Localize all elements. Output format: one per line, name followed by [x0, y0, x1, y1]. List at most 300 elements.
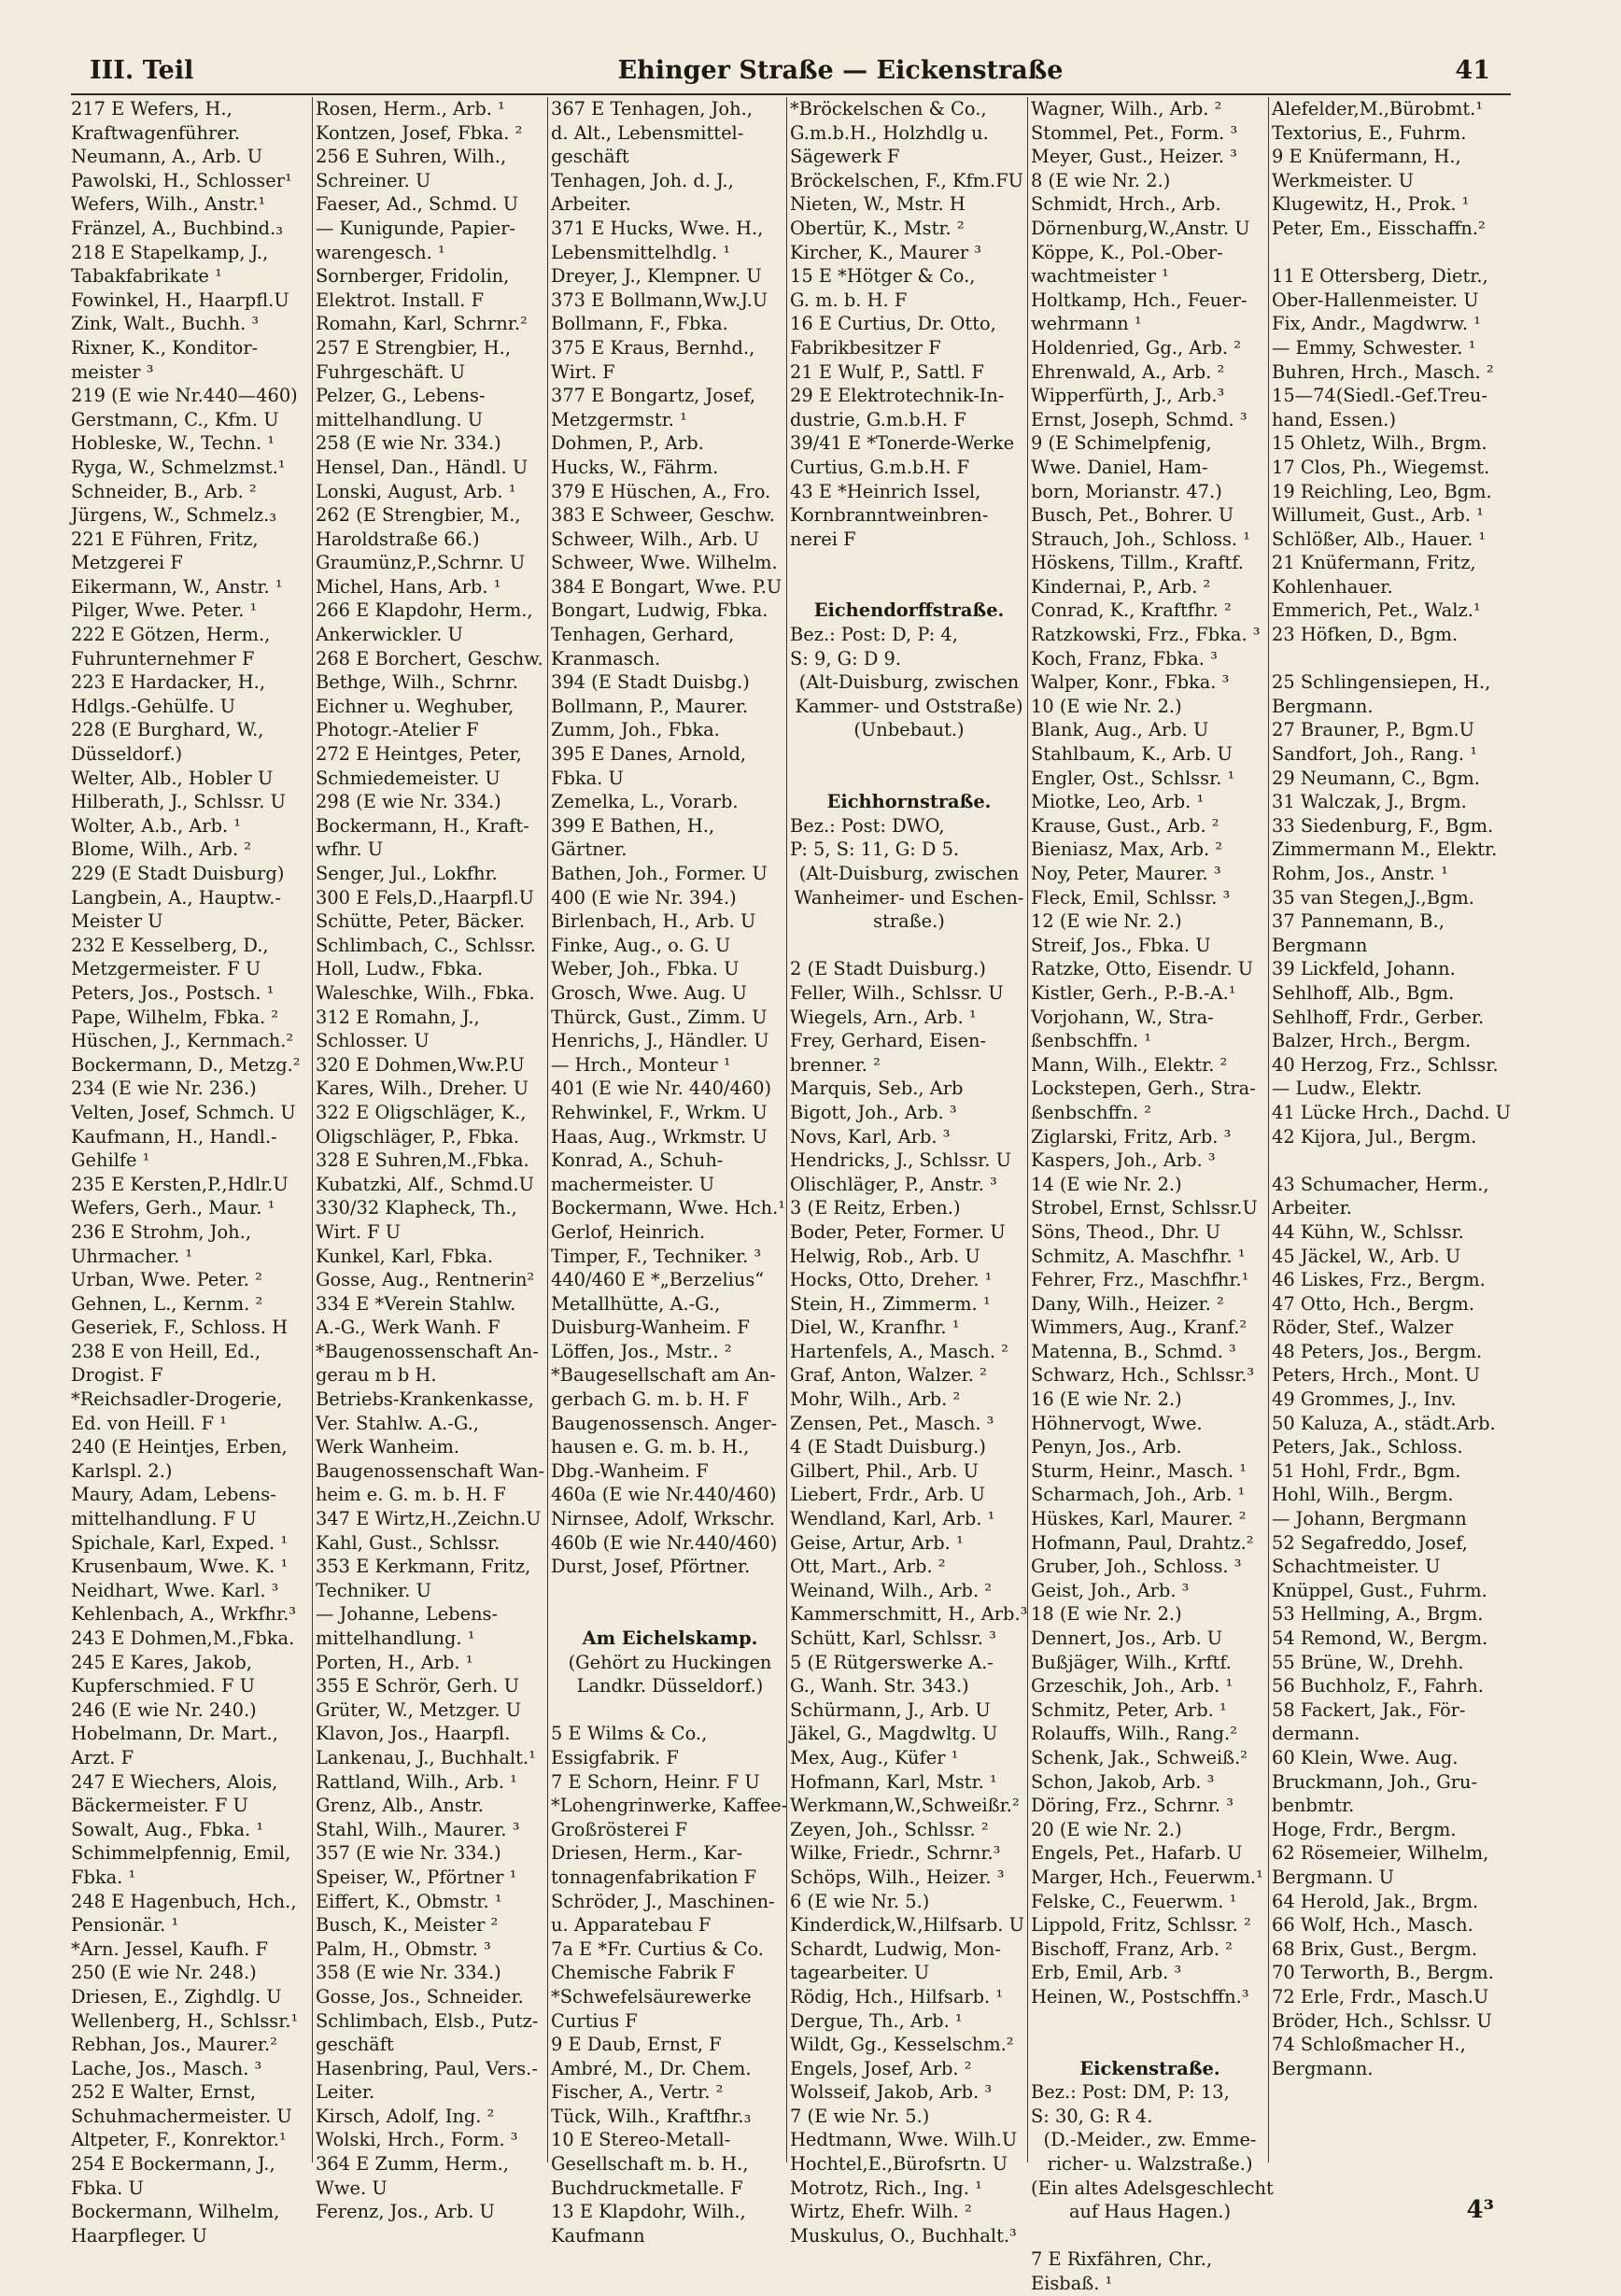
entry-line: Bruckmann, Joh., Gru- — [1272, 1770, 1478, 1793]
entry-line: 4 (E Stadt Duisburg.) — [790, 1436, 986, 1458]
entry-line: Sornberger, Fridolin, — [316, 265, 510, 288]
entry-line: Karlspl. 2.) — [71, 1459, 173, 1482]
entry-line: 235 E Kersten,P.,Hdlr.U — [71, 1173, 289, 1195]
entry-line: Bäckermeister. F U — [71, 1795, 248, 1817]
entry-line: Bathen, Joh., Former. U — [551, 863, 768, 884]
entry-line: Erb, Emil, Arb. ³ — [1031, 1962, 1182, 1984]
entry-line: *Lohengrinwerke, Kaffee- — [551, 1795, 788, 1817]
entry-line: Grzeschik, Joh., Arb. ¹ — [1031, 1675, 1233, 1697]
entry-line: Baugenossenschaft Wan- — [316, 1459, 545, 1482]
entry-line: 460a (E wie Nr.440/460) — [551, 1484, 777, 1506]
entry-line: Michel, Hans, Arb. ¹ — [316, 575, 501, 598]
entry-line: Metallhütte, A.-G., — [551, 1292, 721, 1315]
entry-line: Eichner u. Weghuber, — [316, 695, 514, 717]
entry-line: Wagner, Wilh., Arb. ² — [1031, 98, 1222, 120]
entry-line: Senger, Jul., Lokfhr. — [316, 863, 498, 884]
entry-line: Bergmann. — [1272, 695, 1374, 717]
entry-line: Hdlgs.-Gehülfe. U — [71, 695, 236, 717]
entry-line: 460b (E wie Nr.440/460) — [551, 1531, 778, 1554]
entry-line: 246 (E wie Nr. 240.) — [71, 1698, 257, 1721]
entry-line: — Hrch., Monteur ¹ — [551, 1053, 731, 1076]
column-1 — [71, 97, 309, 2247]
entry-line: 25 Schlingensiepen, H., — [1272, 671, 1491, 694]
entry-line: 19 Reichling, Leo, Bgm. — [1272, 480, 1492, 502]
entry-line: Gärtner. — [551, 838, 627, 861]
entry-line: 248 E Hagenbuch, Hch., — [71, 1890, 297, 1912]
entry-line: Röder, Stef., Walzer — [1272, 1317, 1454, 1339]
entry-line: Durst, Josef, Pförtner. — [551, 1556, 751, 1578]
entry-line: Lache, Jos., Masch. ³ — [71, 2057, 262, 2079]
entry-line: Lockstepen, Gerh., Stra- — [1031, 1078, 1256, 1100]
entry-line: Finke, Aug., o. G. U — [551, 934, 731, 956]
entry-line: Strauch, Joh., Schloss. ¹ — [1031, 528, 1251, 550]
entry-line: born, Morianstr. 47.) — [1031, 480, 1222, 502]
entry-line: Timper, F., Techniker. ³ — [551, 1245, 762, 1267]
entry-line: Kammer- und Oststraße) — [795, 695, 1023, 717]
entry-line — [1031, 2009, 1269, 2034]
entry-line: Zeyen, Joh., Schlssr. ² — [790, 1818, 989, 1840]
entry-line: Hohl, Wilh., Bergm. — [1272, 1484, 1454, 1506]
entry-line: Hilberath, J., Schlssr. U — [71, 791, 286, 813]
entry-line: Spichale, Karl, Exped. ¹ — [71, 1531, 289, 1554]
entry-line: Schweer, Wwe. Wilhelm. — [551, 552, 778, 574]
entry-line: Kares, Wilh., Dreher. U — [316, 1078, 529, 1100]
entry-line: Bollmann, F., Fbka. — [551, 313, 728, 335]
entry-line: Wolter, A.b., Arb. ¹ — [71, 814, 242, 837]
entry-line: Busch, Pet., Bohrer. U — [1031, 504, 1234, 527]
entry-line: 58 Fackert, Jak., För- — [1272, 1698, 1466, 1721]
entry-line: tagearbeiter. U — [790, 1962, 930, 1984]
entry-line: Essigfabrik. F — [551, 1746, 679, 1768]
entry-line: Zimmermann M., Elektr. — [1272, 838, 1498, 861]
entry-line: 17 Clos, Ph., Wiegemst. — [1272, 456, 1490, 478]
entry-line: 266 E Klapdohr, Herm., — [316, 599, 533, 622]
entry-line: 7a E *Fr. Curtius & Co. — [551, 1937, 764, 1960]
entry-line: Frey, Gerhard, Eisen- — [790, 1030, 987, 1052]
entry-line: 330/32 Klapheck, Th., — [316, 1197, 517, 1219]
entry-line: Ober-Hallenmeister. U — [1272, 289, 1479, 311]
entry-line: Blome, Wilh., Arb. ² — [71, 838, 252, 861]
entry-line: 7 (E wie Nr. 5.) — [790, 2105, 930, 2127]
entry-line: Mann, Wilh., Elektr. ² — [1031, 1053, 1228, 1076]
entry-line: Stein, H., Zimmerm. ¹ — [790, 1292, 991, 1315]
entry-line: Helwig, Rob., Arb. U — [790, 1245, 980, 1267]
entry-line: Kinderdick,W.,Hilfsarb. U — [790, 1914, 1024, 1937]
entry-line — [790, 767, 1028, 791]
entry-line: 15 E *Hötger & Co., — [790, 265, 976, 288]
entry-line: Kubatzki, Alf., Schmd.U — [316, 1173, 534, 1195]
entry-line: Kornbranntweinbren- — [790, 504, 989, 527]
entry-line: Arbeiter. — [1272, 1197, 1352, 1219]
entry-line: Wefers, Wilh., Anstr.¹ — [71, 193, 266, 216]
entry-line: brenner. ² — [790, 1053, 881, 1076]
entry-line: Holdenried, Gg., Arb. ² — [1031, 336, 1242, 359]
entry-line: Gerstmann, C., Kfm. U — [71, 408, 279, 430]
entry-line: 6 (E wie Nr. 5.) — [790, 1890, 930, 1912]
entry-line: Stommel, Pet., Form. ³ — [1031, 121, 1238, 144]
entry-line: Wellenberg, H., Schlssr.¹ — [71, 2009, 299, 2032]
entry-line: 11 E Ottersberg, Dietr., — [1272, 265, 1488, 288]
entry-line: 247 E Wiechers, Alois, — [71, 1770, 278, 1793]
entry-line: Kontzen, Josef, Fbka. ² — [316, 121, 523, 144]
column-divider — [1268, 97, 1269, 2162]
entry-line: Welter, Alb., Hobler U — [71, 767, 274, 789]
entry-line: 252 E Walter, Ernst, — [71, 2081, 257, 2104]
entry-line: Grosch, Wwe. Aug. U — [551, 981, 747, 1004]
running-head: Ehinger Straße — Eickenstraße — [617, 56, 1064, 85]
entry-line — [1031, 2033, 1269, 2057]
entry-line: wehrmann ¹ — [1031, 313, 1142, 335]
entry-line: 41 Lücke Hrch., Dachd. U — [1272, 1101, 1512, 1123]
entry-line: Gosse, Jos., Schneider. — [316, 1985, 524, 2007]
entry-line: Wendland, Karl, Arb. ¹ — [790, 1508, 995, 1530]
entry-line: Bergmann. — [1272, 2057, 1374, 2079]
entry-line: Peters, Hrch., Mont. U — [1272, 1364, 1480, 1387]
entry-line: Novs, Karl, Arb. ³ — [790, 1125, 951, 1148]
entry-line: Textorius, E., Fuhrm. — [1272, 121, 1467, 144]
entry-line: Wirt. F U — [316, 1220, 402, 1243]
entry-line: Bez.: Post: D, P: 4, — [790, 624, 958, 646]
entry-line: Bußjäger, Wilh., Krftf. — [1031, 1651, 1232, 1673]
entry-line: Duisburg-Wanheim. F — [551, 1317, 750, 1339]
entry-line: 218 E Stapelkamp, J., — [71, 241, 269, 263]
entry-line: Lippold, Fritz, Schlssr. ² — [1031, 1914, 1251, 1937]
entry-line: 254 E Bockermann, J., — [71, 2153, 275, 2176]
entry-line: Schlosser. U — [316, 1030, 430, 1052]
entry-line: Peters, Jos., Postsch. ¹ — [71, 981, 275, 1004]
entry-line: Bischoff, Franz, Arb. ² — [1031, 1937, 1233, 1960]
entry-line: Bollmann, P., Maurer. — [551, 695, 749, 717]
entry-line: 42 Kijora, Jul., Bergm. — [1272, 1125, 1477, 1148]
entry-line: 357 (E wie Nr. 334.) — [316, 1842, 501, 1865]
entry-line: tonnagenfabrikation F — [551, 1866, 757, 1888]
entry-line: Fuhrunternehmer F — [71, 647, 255, 669]
entry-line: Drogist. F — [71, 1364, 163, 1387]
entry-line: Bethge, Wilh., Schrnr. — [316, 671, 518, 694]
entry-line: 40 Herzog, Frz., Schlssr. — [1272, 1053, 1499, 1076]
entry-line: Velten, Josef, Schmch. U — [71, 1101, 296, 1123]
entry-line: Olischläger, P., Anstr. ³ — [790, 1173, 997, 1195]
entry-line: Kaufmann — [551, 2224, 645, 2247]
entry-line: Zemelka, L., Vorarb. — [551, 791, 739, 813]
entry-line: 51 Hohl, Frdr., Bgm. — [1272, 1459, 1461, 1482]
entry-line: Stahlbaum, K., Arb. U — [1031, 743, 1233, 766]
entry-line: Zumm, Joh., Fbka. — [551, 719, 720, 741]
entry-line: Schardt, Ludwig, Mon- — [790, 1937, 1001, 1960]
entry-line: G.m.b.H., Holzhdlg u. — [790, 121, 989, 144]
entry-line — [790, 551, 1028, 575]
entry-line: Bockermann, H., Kraft- — [316, 814, 529, 837]
entry-line: Kaufmann, H., Handl.- — [71, 1125, 277, 1148]
entry-line: Bockermann, Wilhelm, — [71, 2201, 280, 2223]
entry-line: Palm, H., Obmstr. ³ — [316, 1937, 491, 1960]
entry-line: Wirtz, Ehefr. Wilh. ² — [790, 2201, 972, 2223]
entry-line: 250 (E wie Nr. 248.) — [71, 1962, 257, 1984]
entry-line: 74 Schloßmacher H., — [1272, 2034, 1466, 2056]
entry-line: Gilbert, Phil., Arb. U — [790, 1459, 979, 1482]
entry-line: 399 E Bathen, H., — [551, 814, 715, 837]
entry-line: Wolski, Hrch., Form. ³ — [316, 2129, 518, 2151]
entry-line: geschäft — [316, 2034, 394, 2056]
entry-line: Dennert, Jos., Arb. U — [1031, 1627, 1223, 1649]
entry-line: Photogr.-Atelier F — [316, 719, 479, 741]
entry-line: Löffen, Jos., Mstr.. ² — [551, 1340, 732, 1362]
entry-line: geschäft — [551, 146, 629, 168]
entry-line: auf Haus Hagen.) — [1068, 2201, 1232, 2223]
entry-line: 257 E Strengbier, H., — [316, 336, 512, 359]
entry-line: Ernst, Joseph, Schmd. ³ — [1031, 408, 1247, 430]
entry-line: Graf, Anton, Walzer. ² — [790, 1364, 987, 1387]
entry-line: 27 Brauner, P., Bgm.U — [1272, 719, 1474, 741]
entry-line: Fowinkel, H., Haarpfl.U — [71, 289, 289, 311]
entry-line: ßenbschffn. ¹ — [1031, 1030, 1151, 1052]
entry-line: Speiser, W., Pförtner ¹ — [316, 1866, 517, 1888]
entry-line: Kistler, Gerh., P.-B.-A.¹ — [1031, 981, 1236, 1004]
entry-line: 21 Knüfermann, Fritz, — [1272, 552, 1476, 574]
entry-line: Grenz, Alb., Anstr. — [316, 1795, 484, 1817]
entry-line: 31 Walczak, J., Brgm. — [1272, 791, 1467, 813]
entry-line: Schütt, Karl, Schlssr. ³ — [790, 1627, 996, 1649]
entry-line: Ambré, M., Dr. Chem. — [551, 2057, 752, 2079]
entry-line: Blank, Aug., Arb. U — [1031, 719, 1209, 741]
entry-line: Dreyer, J., Klempner. U — [551, 265, 762, 288]
entry-line: Streif, Jos., Fbka. U — [1031, 934, 1211, 956]
entry-line: Tenhagen, Gerhard, — [551, 624, 735, 646]
entry-line: Buhren, Hrch., Masch. ² — [1272, 360, 1494, 383]
entry-line: Bieniasz, Max, Arb. ² — [1031, 838, 1223, 861]
column-3 — [551, 97, 789, 2247]
entry-line: 12 (E wie Nr. 2.) — [1031, 910, 1182, 933]
entry-line — [1031, 2224, 1269, 2248]
entry-line: Bigott, Joh., Arb. ³ — [790, 1101, 957, 1123]
entry-line: Henrichs, J., Händler. U — [551, 1030, 769, 1052]
entry-line: Techniker. U — [316, 1579, 431, 1601]
entry-line: 49 Grommes, J., Inv. — [1272, 1388, 1457, 1411]
header-rule — [71, 93, 1511, 95]
entry-line: 245 E Kares, Jakob, — [71, 1651, 252, 1673]
entry-line — [790, 575, 1028, 599]
entry-line — [1272, 647, 1510, 671]
entry-line: 56 Buchholz, F., Fahrh. — [1272, 1675, 1484, 1697]
entry-line: 16 (E wie Nr. 2.) — [1031, 1388, 1182, 1411]
street-heading: Eichendorffstraße. — [813, 599, 1005, 622]
entry-line: Hofmann, Karl, Mstr. ¹ — [790, 1770, 997, 1793]
entry-line: Kircher, K., Maurer ³ — [790, 241, 982, 263]
entry-line: 320 E Dohmen,Ww.P.U — [316, 1053, 525, 1076]
entry-line: Altpeter, F., Konrektor.¹ — [71, 2129, 287, 2151]
entry-line: 400 (E wie Nr. 394.) — [551, 886, 737, 909]
entry-line: Metzgermstr. ¹ — [551, 408, 687, 430]
entry-line: 256 E Suhren, Wilh., — [316, 146, 507, 168]
entry-line: Landkr. Düsseldorf.) — [576, 1675, 764, 1697]
entry-line: Sturm, Heinr., Masch. ¹ — [1031, 1459, 1247, 1482]
entry-line: Oligschläger, P., Fbka. — [316, 1125, 520, 1148]
entry-line: Wiegels, Arn., Arb. ¹ — [790, 1006, 977, 1028]
entry-line: Schuhmachermeister. U — [71, 2105, 292, 2127]
entry-line: richer- u. Walzstraße.) — [1047, 2153, 1253, 2176]
entry-line: Peter, Em., Eisschaffn.² — [1272, 217, 1486, 239]
entry-line: (Gehört zu Huckingen — [568, 1651, 772, 1673]
entry-line: Schimmelpfennig, Emil, — [71, 1842, 291, 1865]
entry-line: Stahl, Wilh., Maurer. ³ — [316, 1818, 520, 1840]
entry-line: Klugewitz, H., Prok. ¹ — [1272, 193, 1470, 216]
entry-line: Hedtmann, Wwe. Wilh.U — [790, 2129, 1018, 2151]
entry-line: Holl, Ludw., Fbka. — [316, 958, 484, 980]
entry-line: Peters, Jak., Schloss. — [1272, 1436, 1463, 1458]
entry-line: wachtmeister ¹ — [1031, 265, 1169, 288]
entry-line: Söns, Theod., Dhr. U — [1031, 1220, 1221, 1243]
entry-line: 64 Herold, Jak., Brgm. — [1272, 1890, 1479, 1912]
entry-line: Muskulus, O., Buchhalt.³ — [790, 2224, 1017, 2247]
entry-line: Fabrikbesitzer F — [790, 336, 941, 359]
entry-line: 62 Rösemeier, Wilhelm, — [1272, 1842, 1489, 1865]
column-divider — [547, 97, 548, 2162]
entry-line: Fbka. ¹ — [71, 1866, 136, 1888]
entry-line: Gesellschaft m. b. H., — [551, 2153, 749, 2176]
entry-line: Maury, Adam, Lebens- — [71, 1484, 276, 1506]
entry-line: A.-G., Werk Wanh. F — [316, 1317, 500, 1339]
entry-line: 10 E Stereo-Metall- — [551, 2129, 731, 2151]
entry-line: 10 (E wie Nr. 2.) — [1031, 695, 1182, 717]
entry-line: 9 E Knüfermann, H., — [1272, 146, 1461, 168]
entry-line: Boder, Peter, Former. U — [790, 1220, 1006, 1243]
entry-line: Jäkel, G., Magdwltg. U — [790, 1723, 998, 1745]
entry-line: Hucks, W., Fährm. — [551, 456, 719, 478]
entry-line: 53 Hellming, A., Brgm. — [1272, 1603, 1484, 1626]
entry-line: 222 E Götzen, Herm., — [71, 624, 271, 646]
entry-line: Lebensmittelhdlg. ¹ — [551, 241, 731, 263]
column-6 — [1272, 97, 1510, 2162]
entry-line: 21 E Wulf, P., Sattl. F — [790, 360, 984, 383]
entry-line: Kraftwagenführer. — [71, 121, 241, 144]
entry-line: Ankerwickler. U — [316, 624, 463, 646]
entry-line — [790, 742, 1028, 767]
street-heading: Eickenstraße. — [1079, 2057, 1220, 2079]
entry-line: 219 (E wie Nr.440—460) — [71, 385, 298, 407]
entry-line: Chemische Fabrik F — [551, 1962, 736, 1984]
entry-line: d. Alt., Lebensmittel- — [551, 121, 744, 144]
entry-line: Rosen, Herm., Arb. ¹ — [316, 98, 505, 120]
entry-line: 66 Wolf, Hch., Masch. — [1272, 1914, 1473, 1937]
entry-line: Heinen, W., Postschffn.³ — [1031, 1985, 1249, 2007]
entry-line: Mohr, Wilh., Arb. ² — [790, 1388, 961, 1411]
entry-line: Lankenau, J., Buchhalt.¹ — [316, 1746, 536, 1768]
entry-line: 9 E Daub, Ernst, F — [551, 2034, 722, 2056]
entry-line: (Alt-Duisburg, zwischen — [798, 863, 1020, 884]
entry-line: Motrotz, Rich., Ing. ¹ — [790, 2176, 982, 2199]
entry-line: (Alt-Duisburg, zwischen — [798, 671, 1020, 694]
entry-line: Tabakfabrikate ¹ — [71, 265, 222, 288]
entry-line: Wilke, Friedr., Schrnr.³ — [790, 1842, 1001, 1865]
entry-line: *Baugesellschaft am An- — [551, 1364, 776, 1387]
entry-line: Schlimbach, C., Schlssr. — [316, 934, 536, 956]
entry-line: Ferenz, Jos., Arb. U — [316, 2201, 495, 2223]
entry-line: Hendricks, J., Schlssr. U — [790, 1149, 1011, 1172]
entry-line: Zink, Walt., Buchh. ³ — [71, 313, 260, 335]
entry-line: (D.-Meider., zw. Emme- — [1043, 2129, 1257, 2151]
column-5 — [1031, 97, 1274, 2295]
entry-line: Kaspers, Joh., Arb. ³ — [1031, 1149, 1216, 1172]
entry-line: 8 (E wie Nr. 2.) — [1031, 169, 1171, 191]
entry-line: straße.) — [873, 910, 945, 933]
entry-line: Curtius F — [551, 2009, 638, 2032]
entry-line: Engler, Ost., Schlssr. ¹ — [1031, 767, 1235, 789]
entry-line: Neidhart, Wwe. Karl. ³ — [71, 1579, 279, 1601]
entry-line: *Baugenossenschaft An- — [316, 1340, 539, 1362]
entry-line: Bergmann. U — [1272, 1866, 1395, 1888]
entry-line: Marquis, Seb., Arb — [790, 1078, 964, 1100]
entry-line: Wimmers, Aug., Kranf.² — [1031, 1317, 1247, 1339]
entry-line: 43 Schumacher, Herm., — [1272, 1173, 1489, 1195]
entry-line: Gosse, Aug., Rentnerin² — [316, 1269, 535, 1291]
entry-line: Engels, Josef, Arb. ² — [790, 2057, 972, 2079]
entry-line: Schlimbach, Elsb., Putz- — [316, 2009, 539, 2032]
entry-line: 268 E Borchert, Geschw. — [316, 647, 543, 669]
entry-line: Pensionär. ¹ — [71, 1914, 179, 1937]
entry-line: 383 E Schweer, Geschw. — [551, 504, 775, 527]
entry-line: Scharmach, Joh., Arb. ¹ — [1031, 1484, 1246, 1506]
entry-line: Rolauffs, Wilh., Rang.² — [1031, 1723, 1237, 1745]
entry-line: Wwe. Daniel, Ham- — [1031, 456, 1208, 478]
entry-line: Porten, H., Arb. ¹ — [316, 1651, 473, 1673]
entry-line: — Johann, Bergmann — [1272, 1508, 1467, 1530]
entry-line: Dergue, Th., Arb. ¹ — [790, 2009, 963, 2032]
entry-line: Schlößer, Alb., Hauer. ¹ — [1272, 528, 1487, 550]
entry-line: Haroldstraße 66.) — [316, 528, 480, 550]
entry-line: Balzer, Hrch., Bergm. — [1272, 1030, 1472, 1052]
entry-line: Kranmasch. — [551, 647, 661, 669]
entry-line: Hoge, Frdr., Bergm. — [1272, 1818, 1457, 1840]
entry-line: hausen e. G. m. b. H., — [551, 1436, 750, 1458]
entry-line: Schweer, Wilh., Arb. U — [551, 528, 759, 550]
entry-line: Eiffert, K., Obmstr. ¹ — [316, 1890, 502, 1912]
entry-line: Gehnen, L., Kernm. ² — [71, 1292, 263, 1315]
entry-line: Fix, Andr., Magdwrw. ¹ — [1272, 313, 1481, 335]
entry-line: Sowalt, Aug., Fbka. ¹ — [71, 1818, 264, 1840]
entry-line: Conrad, K., Kraftfhr. ² — [1031, 599, 1232, 622]
entry-line: Jürgens, W., Schmelz.₃ — [71, 504, 277, 527]
entry-line: Willumeit, Gust., Arb. ¹ — [1272, 504, 1484, 527]
entry-line: Birlenbach, H., Arb. U — [551, 910, 756, 933]
entry-line: machermeister. U — [551, 1173, 715, 1195]
entry-line: Alefelder,M.,Bürobmt.¹ — [1272, 98, 1484, 120]
entry-line: Thürck, Gust., Zimm. U — [551, 1006, 768, 1028]
entry-line: 238 E von Heill, Ed., — [71, 1340, 261, 1362]
entry-line: Knüppel, Gust., Fuhrm. — [1272, 1579, 1487, 1601]
entry-line: *Reichsadler-Drogerie, — [71, 1388, 283, 1411]
entry-line: Geise, Artur, Arb. ¹ — [790, 1531, 964, 1554]
entry-line: S: 9, G: D 9. — [790, 647, 902, 669]
column-divider — [312, 97, 313, 2162]
entry-line: 55 Brüne, W., Drehh. — [1272, 1651, 1464, 1673]
entry-line: Fbka. U — [551, 767, 624, 789]
entry-line: Nieten, W., Mstr. H — [790, 193, 966, 216]
entry-line: Langbein, A., Hauptw.- — [71, 886, 281, 909]
entry-line: mittelhandlung. ¹ — [316, 1627, 475, 1649]
entry-line: 384 E Bongart, Wwe. P.U — [551, 575, 782, 598]
entry-line: Hensel, Dan., Händl. U — [316, 456, 529, 478]
entry-line: Uhrmacher. ¹ — [71, 1245, 193, 1267]
entry-line: — Ludw., Elektr. — [1272, 1078, 1422, 1100]
entry-line: Wirt. F — [551, 360, 615, 383]
entry-line: 234 (E wie Nr. 236.) — [71, 1078, 257, 1100]
entry-line: Metzgermeister. F U — [71, 958, 261, 980]
section-label: III. Teil — [90, 56, 194, 85]
entry-line: Driesen, Herm., Kar- — [551, 1842, 743, 1865]
entry-line: Hochtel,E.,Bürofsrtn. U — [790, 2153, 1008, 2176]
entry-line: 48 Peters, Jos., Bergm. — [1272, 1340, 1483, 1362]
entry-line: 70 Terworth, B., Bergm. — [1272, 1962, 1494, 1984]
